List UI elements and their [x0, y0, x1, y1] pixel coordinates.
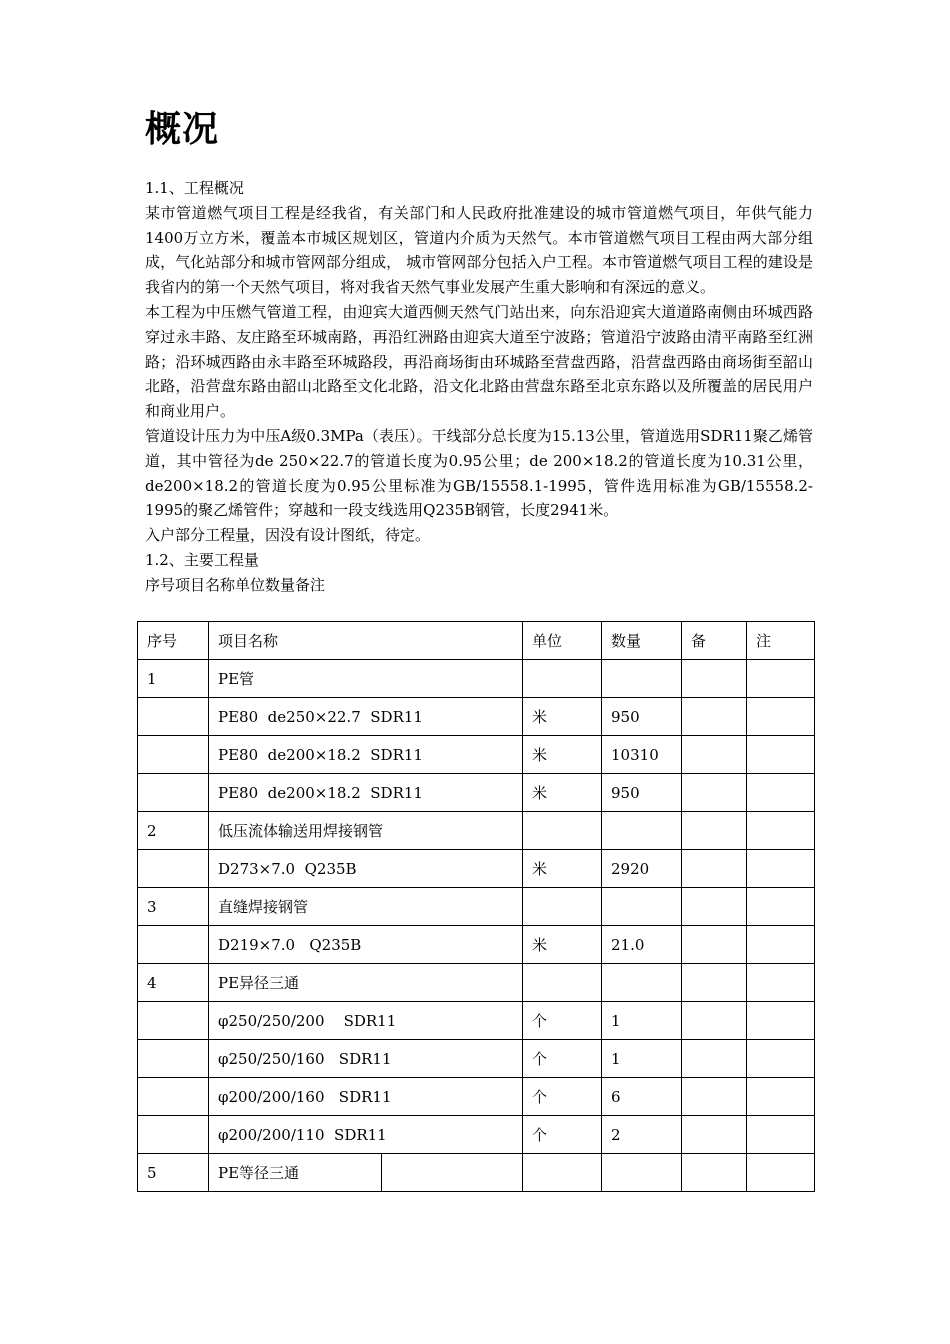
cell-qty: 950: [602, 774, 682, 812]
table-row: [138, 698, 815, 736]
cell-remark: [747, 850, 815, 888]
cell-qty: [602, 660, 682, 698]
cell-name: D219×7.0 Q235B: [209, 926, 523, 964]
quantities-table: [137, 621, 815, 1192]
cell-unit: [523, 660, 602, 698]
cell-no: [138, 850, 209, 888]
cell-remark: [682, 1116, 747, 1154]
cell-qty: 21.0: [602, 926, 682, 964]
cell-no: 2: [138, 812, 209, 850]
section-heading-1-1: 1.1、工程概况: [145, 179, 244, 197]
cell-remark: [682, 812, 747, 850]
cell-no: 4: [138, 964, 209, 1002]
cell-qty: 10310: [602, 736, 682, 774]
table-row: [138, 1116, 815, 1154]
cell-remark: [682, 774, 747, 812]
cell-no: [138, 698, 209, 736]
cell-no: 5: [138, 1154, 209, 1192]
cell-name: PE管: [209, 660, 523, 698]
cell-remark: [747, 660, 815, 698]
cell-unit: [523, 812, 602, 850]
cell-no: [138, 1040, 209, 1078]
page-title: 概况: [145, 109, 220, 150]
cell-remark: [747, 736, 815, 774]
cell-name: φ200/200/160 SDR11: [209, 1078, 523, 1116]
cell-name: φ200/200/110 SDR11: [209, 1116, 523, 1154]
header-remark-b: 注: [747, 622, 815, 660]
table-row: [138, 812, 815, 850]
cell-no: [138, 1002, 209, 1040]
cell-qty: [602, 812, 682, 850]
header-no: 序号: [138, 622, 209, 660]
paragraph-household: 入户部分工程量，因没有设计图纸，待定。: [145, 526, 431, 545]
cell-name: 直缝焊接钢管: [209, 888, 523, 926]
cell-empty: [382, 1154, 523, 1192]
cell-unit: 米: [523, 698, 602, 736]
cell-qty: [602, 964, 682, 1002]
cell-unit: 个: [523, 1078, 602, 1116]
cell-no: 3: [138, 888, 209, 926]
table-row: [138, 1040, 815, 1078]
cell-remark: [682, 926, 747, 964]
cell-unit: 个: [523, 1040, 602, 1078]
cell-remark: [747, 698, 815, 736]
cell-remark: [682, 888, 747, 926]
cell-name: PE80 de250×22.7 SDR11: [209, 698, 523, 736]
cell-remark: [747, 964, 815, 1002]
cell-qty: 1: [602, 1040, 682, 1078]
cell-name: φ250/250/160 SDR11: [209, 1040, 523, 1078]
table-row: [138, 964, 815, 1002]
table-caption: 序号项目名称单位数量备注: [145, 575, 326, 594]
cell-remark: [682, 698, 747, 736]
cell-no: 1: [138, 660, 209, 698]
cell-name: PE80 de200×18.2 SDR11: [209, 736, 523, 774]
paragraph-design-pressure: 管道设计压力为中压A级0.3MPa（表压）。干线部分总长度为15.13公里，管道选用SDR11聚乙烯管道，其中管径为de 250×22.7的管道长度为0.95公里；de 200×18.2的管道长度为10.31公里，de200×18.2的管道长度为0.95公里标准为GB/15558.1-1995，管件选用标准为GB/15558.2-1995的聚乙烯管件；穿越和一段支线选用Q235B钢管，长度2941米。: [145, 426, 813, 520]
table-row: [138, 1154, 815, 1192]
cell-no: [138, 736, 209, 774]
cell-remark: [682, 850, 747, 888]
cell-unit: 米: [523, 926, 602, 964]
cell-no: [138, 774, 209, 812]
cell-qty: [602, 1154, 682, 1192]
cell-remark: [747, 1040, 815, 1078]
paragraph-overview: 某市管道燃气项目工程是经我省，有关部门和人民政府批准建设的城市管道燃气项目，年供气能力1400万立方米，覆盖本市城区规划区，管道内介质为天然气。本市管道燃气项目工程由两大部分组成，气化站部分和城市管网部分组成， 城市管网部分包括入户工程。本市管道燃气项目工程的建设是我省内的第一个天然气项目，将对我省天然气事业发展产生重大影响和有深远的意义。: [145, 203, 813, 297]
cell-name: φ250/250/200 SDR11: [209, 1002, 523, 1040]
cell-remark: [747, 1116, 815, 1154]
document-body: [145, 176, 813, 598]
cell-remark: [682, 1078, 747, 1116]
cell-remark: [682, 736, 747, 774]
table-header-row: [138, 622, 815, 660]
cell-name: PE等径三通: [209, 1154, 382, 1192]
cell-remark: [682, 964, 747, 1002]
cell-unit: 米: [523, 774, 602, 812]
header-remark-a: 备: [682, 622, 747, 660]
cell-unit: [523, 888, 602, 926]
section-heading-1-2: 1.2、主要工程量: [145, 550, 259, 569]
cell-qty: 950: [602, 698, 682, 736]
cell-unit: [523, 1154, 602, 1192]
table-row: [138, 660, 815, 698]
header-name: 项目名称: [209, 622, 523, 660]
cell-unit: 个: [523, 1116, 602, 1154]
cell-remark: [747, 774, 815, 812]
cell-no: [138, 1078, 209, 1116]
cell-remark: [682, 1154, 747, 1192]
cell-no: [138, 1116, 209, 1154]
header-qty: 数量: [602, 622, 682, 660]
cell-name: PE80 de200×18.2 SDR11: [209, 774, 523, 812]
cell-name: PE异径三通: [209, 964, 523, 1002]
table-row: [138, 888, 815, 926]
table-row: [138, 1078, 815, 1116]
cell-unit: 个: [523, 1002, 602, 1040]
cell-qty: 2920: [602, 850, 682, 888]
table-row: [138, 926, 815, 964]
header-unit: 单位: [523, 622, 602, 660]
paragraph-route: 本工程为中压燃气管道工程，由迎宾大道西侧天然气门站出来，向东沿迎宾大道道路南侧由环城西路穿过永丰路、友庄路至环城南路，再沿红洲路由迎宾大道至宁波路；管道沿宁波路由清平南路至红洲路；沿环城西路由永丰路至环城路段，再沿商场街由环城路至营盘西路，沿营盘西路由商场街至韶山北路，沿营盘东路由韶山北路至文化北路，沿文化北路由营盘东路至北京东路以及所覆盖的居民用户和商业用户。: [145, 302, 813, 421]
table-row: [138, 850, 815, 888]
cell-remark: [747, 1002, 815, 1040]
cell-qty: 2: [602, 1116, 682, 1154]
cell-remark: [747, 926, 815, 964]
cell-unit: 米: [523, 850, 602, 888]
cell-remark: [747, 888, 815, 926]
cell-remark: [747, 1154, 815, 1192]
table-row: [138, 774, 815, 812]
cell-qty: 6: [602, 1078, 682, 1116]
table-row: [138, 1002, 815, 1040]
cell-remark: [682, 1002, 747, 1040]
cell-unit: 米: [523, 736, 602, 774]
table-row: [138, 736, 815, 774]
cell-remark: [747, 812, 815, 850]
cell-remark: [682, 660, 747, 698]
cell-remark: [747, 1078, 815, 1116]
cell-no: [138, 926, 209, 964]
cell-name: D273×7.0 Q235B: [209, 850, 523, 888]
cell-qty: 1: [602, 1002, 682, 1040]
cell-qty: [602, 888, 682, 926]
cell-remark: [682, 1040, 747, 1078]
cell-unit: [523, 964, 602, 1002]
cell-name: 低压流体输送用焊接钢管: [209, 812, 523, 850]
